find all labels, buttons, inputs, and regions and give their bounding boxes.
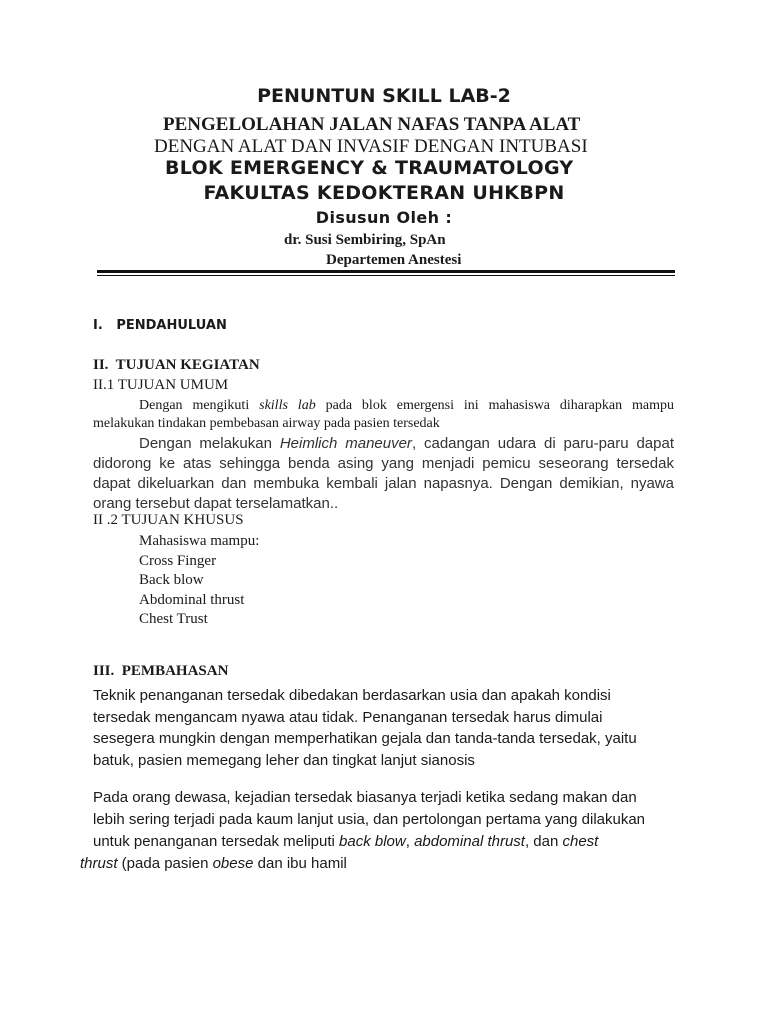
document-subtitle: PENGELOLAHAN JALAN NAFAS TANPA ALAT [163,114,581,135]
document-subtitle-2: DENGAN ALAT DAN INVASIF DENGAN INTUBASI [154,136,588,157]
emphasis-chest: chest [562,833,599,850]
faculty-title: FAKULTAS KEDOKTERAN UHKBPN [203,182,565,204]
pembahasan-paragraph-1 [93,685,637,771]
text-line: melakukan tindakan pembebasan airway pada pasien tersedak [93,416,440,431]
emphasis-back-blow: back blow [339,833,406,850]
header-divider-thin [97,275,675,276]
text-line: didorong ke atas sehingga benda asing yang menjadi pemicu seseorang tersedak [93,455,674,472]
emphasis-skills-lab: skills lab [259,398,316,413]
pembahasan-paragraph-2 [80,787,646,875]
department-name: Departemen Anestesi [326,252,462,268]
author-name: dr. Susi Sembiring, SpAn [284,232,446,248]
emphasis-thrust: thrust [80,855,118,872]
tujuan-khusus-list [139,532,259,630]
list-item: Back blow [139,572,204,588]
text-line: dapat dikeluarkan dan membuka kembali jalan napasnya. Dengan demikian, nyawa [93,475,674,492]
emphasis-abdominal-thrust: abdominal thrust [414,833,525,850]
tujuan-umum-paragraph-2 [93,434,674,514]
header-divider-thick [97,270,675,273]
text-segment: (pada pasien [117,855,213,872]
text-line: Pada orang dewasa, kejadian tersedak biasanya terjadi ketika sedang makan dan [93,789,637,806]
subheading-tujuan-khusus: II .2 TUJUAN KHUSUS [93,512,244,528]
emphasis-obese: obese [212,855,254,872]
text-segment: , cadangan udara di paru-paru dapat [411,435,674,452]
section-heading-tujuan: II. TUJUAN KEGIATAN [93,357,260,373]
text-line: Teknik penanganan tersedak dibedakan berdasarkan usia dan apakah kondisi [93,687,611,704]
text-line [93,831,645,853]
text-segment: , [405,833,415,850]
text-line: orang tersebut dapat terselamatkan.. [93,495,339,512]
list-intro: Mahasiswa mampu: [139,533,260,549]
block-title: BLOK EMERGENCY & TRAUMATOLOGY [165,157,574,179]
text-segment: pada blok emergensi ini mahasiswa diharapkan mampu [315,398,675,413]
tujuan-umum-paragraph-1 [93,397,674,433]
text-segment: , dan [524,833,563,850]
text-line: sesegera mungkin dengan memperhatikan gejala dan tanda-tanda tersedak, yaitu [93,730,637,747]
list-item: Chest Trust [139,611,208,627]
text-line: lebih sering terjadi pada kaum lanjut usia, dan pertolongan pertama yang dilakukan [93,811,646,828]
text-segment: Dengan mengikuti [139,398,260,413]
text-line [80,853,645,875]
list-item: Cross Finger [139,552,217,569]
text-segment: Dengan melakukan [139,435,280,452]
subheading-tujuan-umum: II.1 TUJUAN UMUM [93,377,229,393]
section-heading-pendahuluan: I. PENDAHULUAN [93,318,227,333]
emphasis-heimlich: Heimlich maneuver [279,435,412,452]
document-title: PENUNTUN SKILL LAB-2 [257,85,511,107]
list-item: Abdominal thrust [139,591,245,608]
composed-by-label: Disusun Oleh : [315,208,453,227]
section-heading-pembahasan: III. PEMBAHASAN [93,663,229,679]
text-line: tersedak mengancam nyawa atau tidak. Penanganan tersedak harus dimulai [93,708,603,726]
text-segment: dan ibu hamil [253,855,347,872]
text-segment: untuk penanganan tersedak meliputi [93,833,340,850]
text-line: batuk, pasien memegang leher dan tingkat lanjut sianosis [93,751,475,769]
